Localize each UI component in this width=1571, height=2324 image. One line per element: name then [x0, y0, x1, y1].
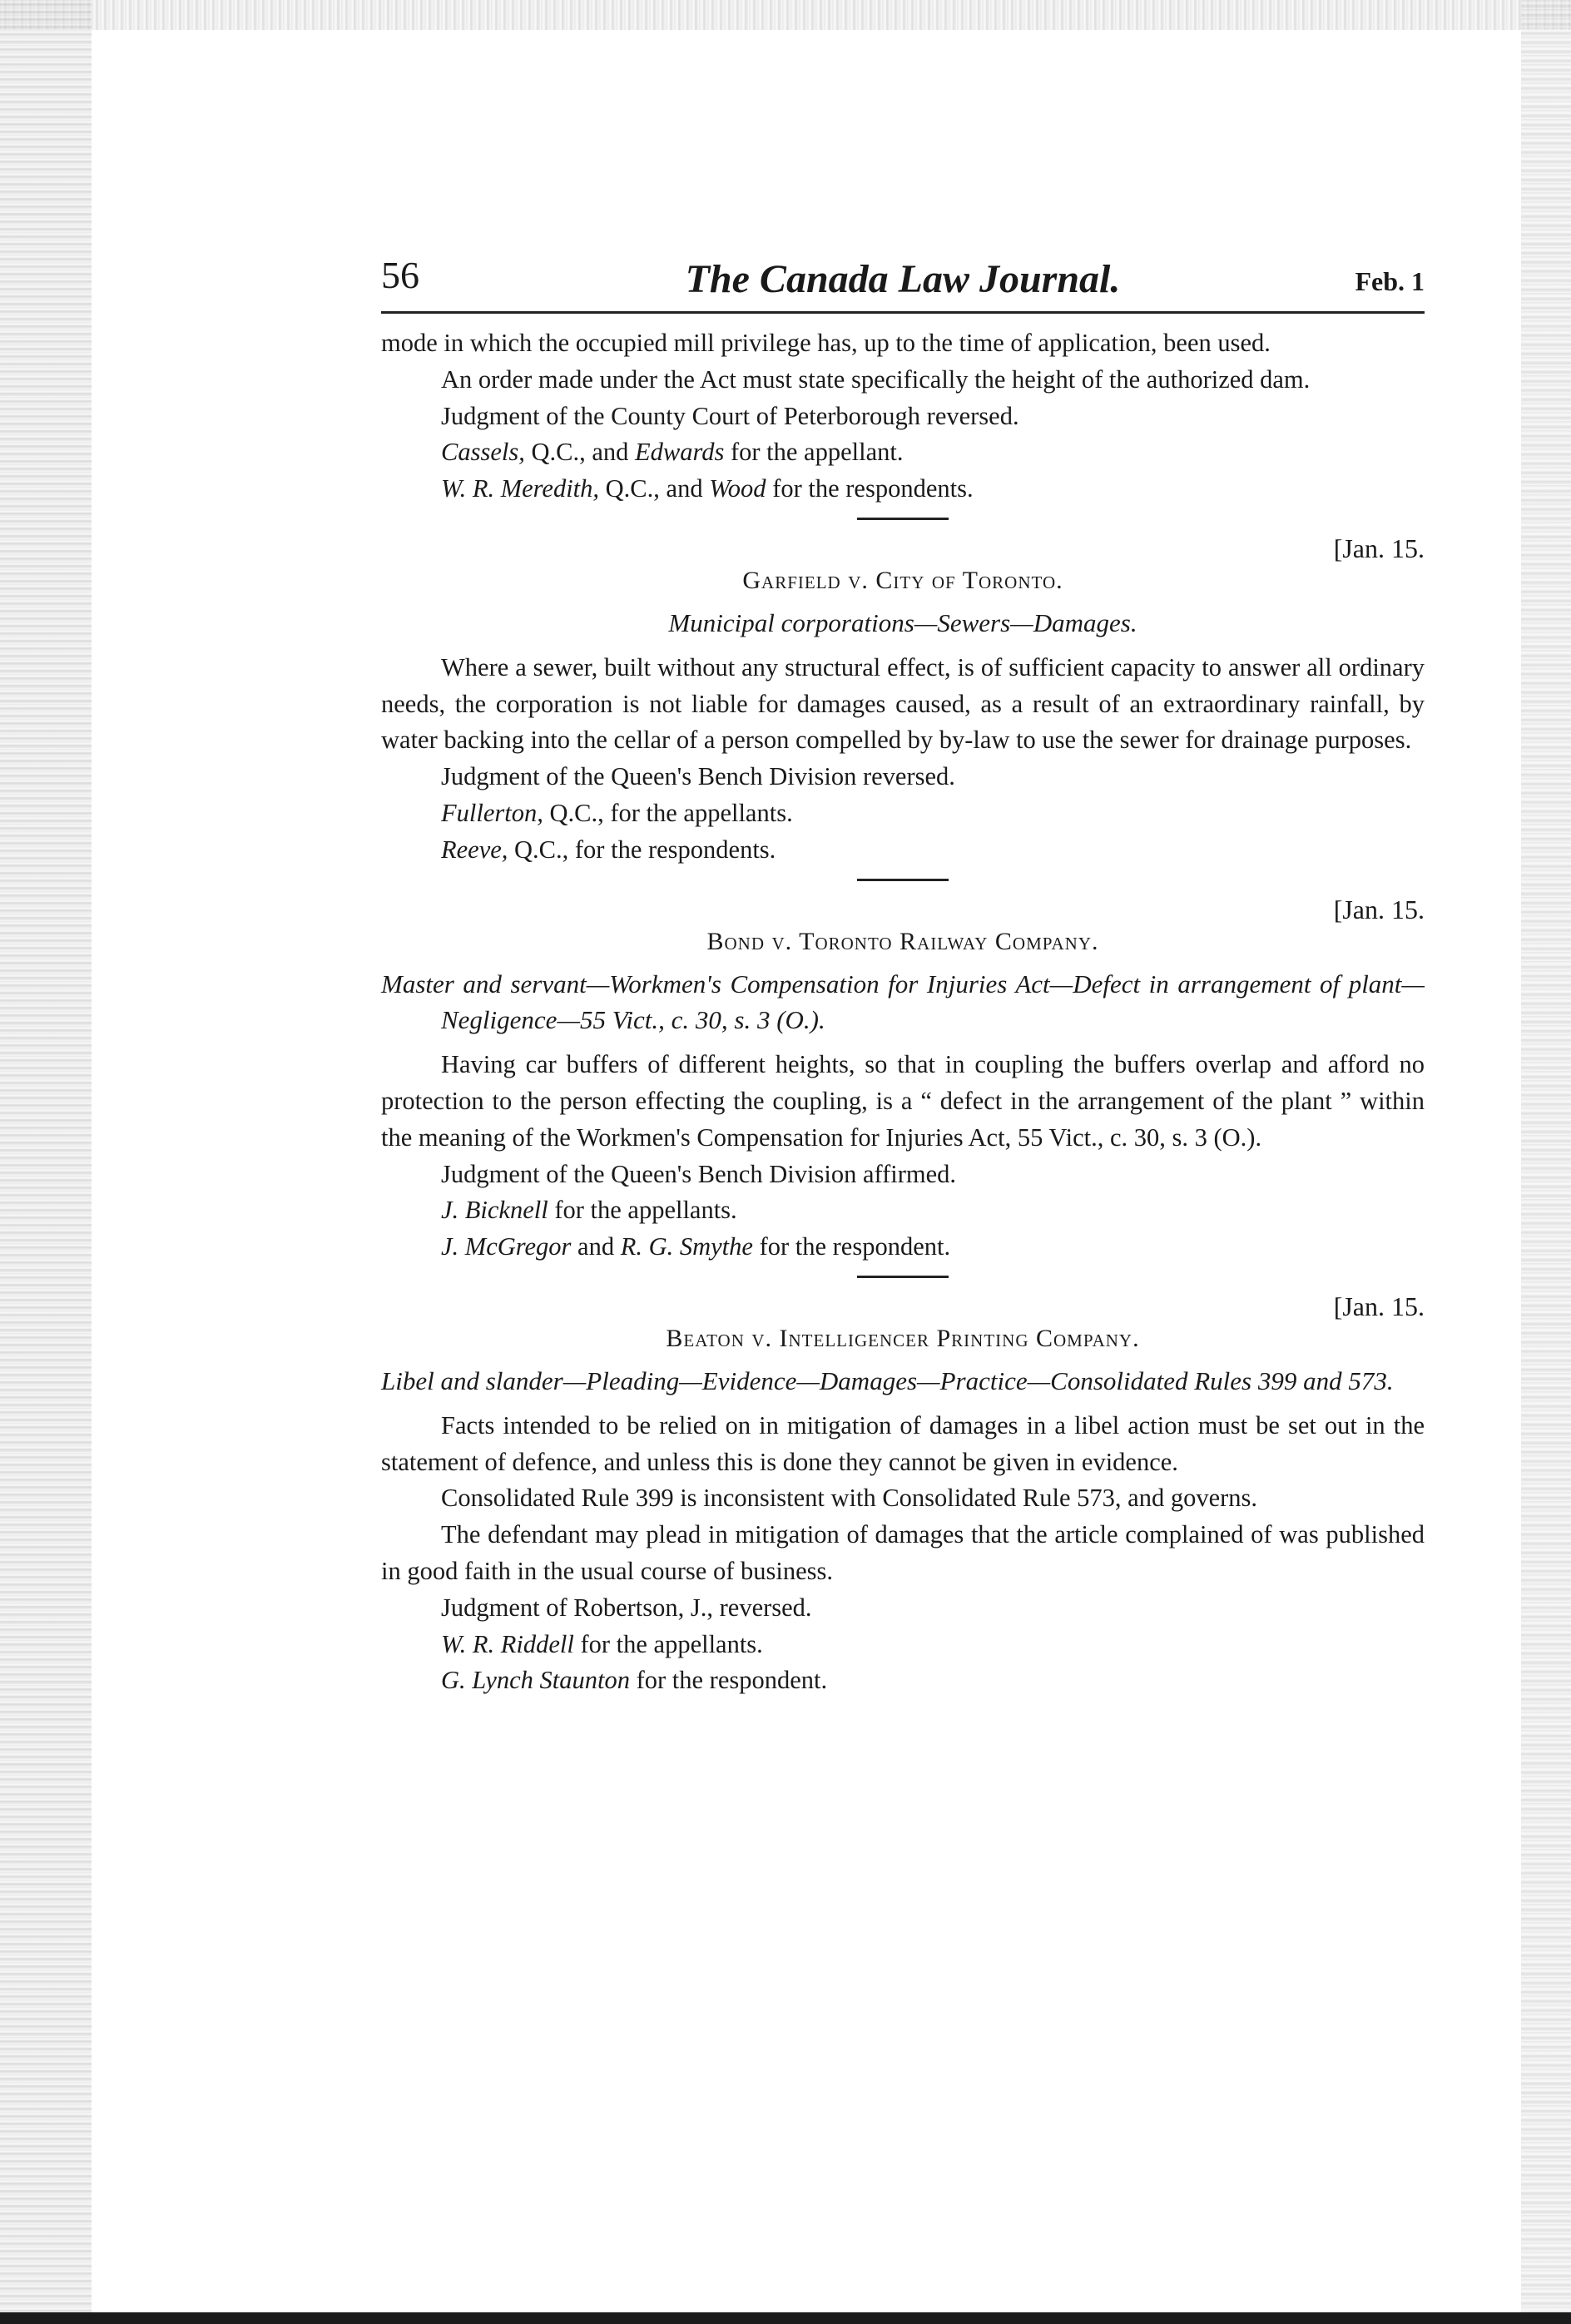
section-divider — [857, 1276, 949, 1278]
scan-border-right — [1521, 0, 1571, 2324]
counsel-line — [381, 1192, 1425, 1229]
journal-title: The Canada Law Journal. — [685, 257, 1121, 301]
case-title: Beaton v. Intelligencer Printing Company. — [666, 1324, 1140, 1352]
case-title: Bond v. Toronto Railway Company. — [706, 927, 1099, 955]
counsel-text: Q.C., and — [524, 438, 636, 467]
counsel-text: Q.C., and — [599, 474, 710, 503]
counsel-line — [381, 1627, 1425, 1663]
counsel-name: Edwards — [635, 438, 725, 467]
case-catchwords: Master and servant—Workmen's Compensation for Injuries Act—Defect in arrangement of plant—Negligence—55 Vict., c. 30, s. 3 (O.). — [381, 969, 1425, 1035]
counsel-line — [381, 471, 1425, 508]
case-catchwords: Libel and slander—Pleading—Evidence—Damages—Practice—Consolidated Rules 399 and 573. — [381, 1365, 1394, 1395]
counsel-name: J. McGregor — [441, 1232, 572, 1261]
counsel-line — [381, 434, 1425, 471]
counsel-text: for the respondent. — [629, 1666, 828, 1695]
counsel-name: J. Bicknell — [441, 1196, 548, 1225]
counsel-text: for the respondents. — [766, 474, 974, 503]
counsel-name: Fullerton, — [441, 798, 543, 827]
counsel-text: for the respondent. — [752, 1232, 951, 1261]
running-header — [381, 250, 1425, 314]
case-paragraph: Consolidated Rule 399 is inconsistent with Consolidated Rule 573, and governs. — [441, 1484, 1258, 1513]
counsel-text: Q.C., for the respondents. — [508, 835, 776, 864]
carryover-paragraph: An order made under the Act must state specifically the height of the authorized dam. — [441, 364, 1311, 394]
section-divider — [857, 518, 949, 520]
counsel-text: for the appellants. — [573, 1629, 763, 1658]
counsel-text: Q.C., for the appellants. — [543, 798, 793, 827]
scan-border-left — [0, 0, 92, 2324]
issue-date: Feb. 1 — [1355, 266, 1425, 296]
case-heading — [381, 532, 1425, 605]
case-heading — [381, 893, 1425, 966]
counsel-line — [381, 832, 1425, 869]
judgment-line: Judgment of the Queen's Bench Division affirmed. — [441, 1159, 957, 1188]
page-number: 56 — [381, 254, 419, 296]
judgment-line: Judgment of Robertson, J., reversed. — [441, 1593, 812, 1622]
scan-border-bottom — [0, 2312, 1571, 2324]
case-date: [Jan. 15. — [1333, 894, 1425, 924]
case-title: Garfield v. City of Toronto. — [742, 566, 1063, 594]
case-paragraph: The defendant may plead in mitigation of damages that the article complained of was published in good faith in the usual course of business. — [381, 1520, 1425, 1585]
counsel-text: for the appellants. — [548, 1196, 737, 1225]
case-paragraph: Facts intended to be relied on in mitigation of damages in a libel action must be set out in the statement of defence, and unless this is done they cannot be given in evidence. — [381, 1410, 1425, 1476]
case-date: [Jan. 15. — [1333, 533, 1425, 563]
counsel-line — [381, 1662, 1425, 1699]
counsel-name: W. R. Meredith, — [441, 474, 600, 503]
case-paragraph: Having car buffers of different heights, so that in coupling the buffers overlap and afford no protection to the person effecting the coupling, is a “ defect in the arrangement of the plant ” within the meaning of the Workmen's Compensation for Injuries Act, 55 Vict., c. 30, s. 3 (O.). — [381, 1050, 1425, 1152]
counsel-name: Reeve, — [441, 835, 508, 864]
section-divider — [857, 879, 949, 881]
counsel-text: and — [571, 1232, 621, 1261]
judgment-line: Judgment of the Queen's Bench Division reversed. — [441, 762, 955, 791]
counsel-name: Cassels, — [441, 438, 525, 467]
counsel-line — [381, 795, 1425, 832]
judgment-line: Judgment of the County Court of Peterborough reversed. — [441, 401, 1019, 430]
case-paragraph: Where a sewer, built without any structural effect, is of sufficient capacity to answer all ordinary needs, the corporation is not liable for damages caused, as a result of an extraordinary rainfall, by water backing into the cellar of a person compelled by by-law to use the sewer for drainage purposes. — [381, 652, 1425, 755]
counsel-name: R. G. Smythe — [620, 1232, 753, 1261]
journal-page — [381, 250, 1425, 1699]
case-catchwords: Municipal corporations—Sewers—Damages. — [668, 607, 1137, 637]
counsel-name: G. Lynch Staunton — [441, 1666, 630, 1695]
counsel-line — [381, 1229, 1425, 1266]
counsel-name: W. R. Riddell — [441, 1629, 574, 1658]
carryover-paragraph: mode in which the occupied mill privilege has, up to the time of application, been used. — [381, 329, 1271, 357]
scan-border-top — [0, 0, 1571, 30]
case-date: [Jan. 15. — [1333, 1291, 1425, 1321]
case-heading — [381, 1290, 1425, 1363]
counsel-text: for the appellant. — [724, 438, 904, 467]
counsel-name: Wood — [709, 474, 766, 503]
